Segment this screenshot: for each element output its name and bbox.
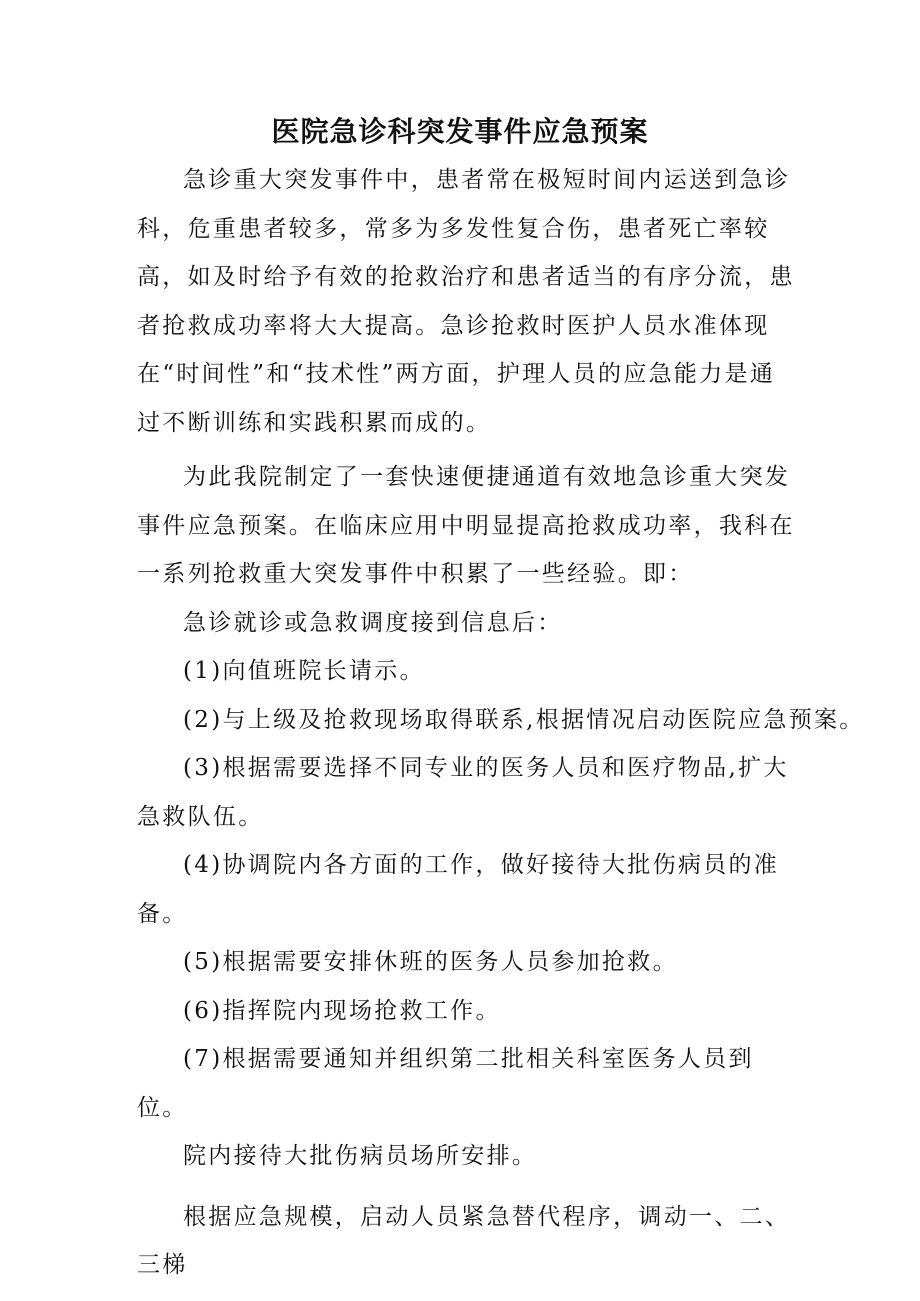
paragraph-plan: 为此我院制定了一套快速便捷通道有效地急诊重大突发事件应急预案。在临床应用中明显提高抢救成功率，我科在一系列抢救重大突发事件中积累了一些经验。即：	[137, 464, 795, 587]
list-item-7: (7)根据需要通知并组织第二批相关科室医务人员到位。	[137, 1046, 754, 1121]
paragraph-venue: 院内接待大批伤病员场所安排。	[183, 1143, 538, 1169]
document-body	[137, 156, 865, 1290]
document-title: 医院急诊科突发事件应急预案	[271, 115, 649, 148]
paragraph-intro: 急诊重大突发事件中，患者常在极短时间内运送到急诊科，危重患者较多，常多为多发性复合伤，患者死亡率较高，如及时给予有效的抢救治疗和患者适当的有序分流，患者抢救成功率将大大提高。急诊抢救时医护人员水准体现在“时间性”和“技术性”两方面，护理人员的应急能力是通过不断训练和实践积累而成的。	[137, 167, 795, 436]
list-item-4: (4)协调院内各方面的工作，做好接待大批伤病员的准备。	[137, 852, 780, 927]
list-item-6: (6)指挥院内现场抢救工作。	[183, 997, 501, 1024]
list-item-5: (5)根据需要安排休班的医务人员参加抢救。	[183, 949, 678, 975]
list-item-3: (3)根据需要选择不同专业的医务人员和医疗物品,扩大急救队伍。	[137, 755, 789, 830]
list-item-2: (2)与上级及抢救现场取得联系,根据情况启动医院应急预案。	[183, 706, 865, 733]
paragraph-staffing: 根据应急规模，启动人员紧急替代程序，调动一、二、三梯	[137, 1203, 791, 1278]
paragraph-steps-intro: 急诊就诊或急救调度接到信息后：	[183, 609, 563, 636]
list-item-1: (1)向值班院长请示。	[183, 658, 425, 684]
